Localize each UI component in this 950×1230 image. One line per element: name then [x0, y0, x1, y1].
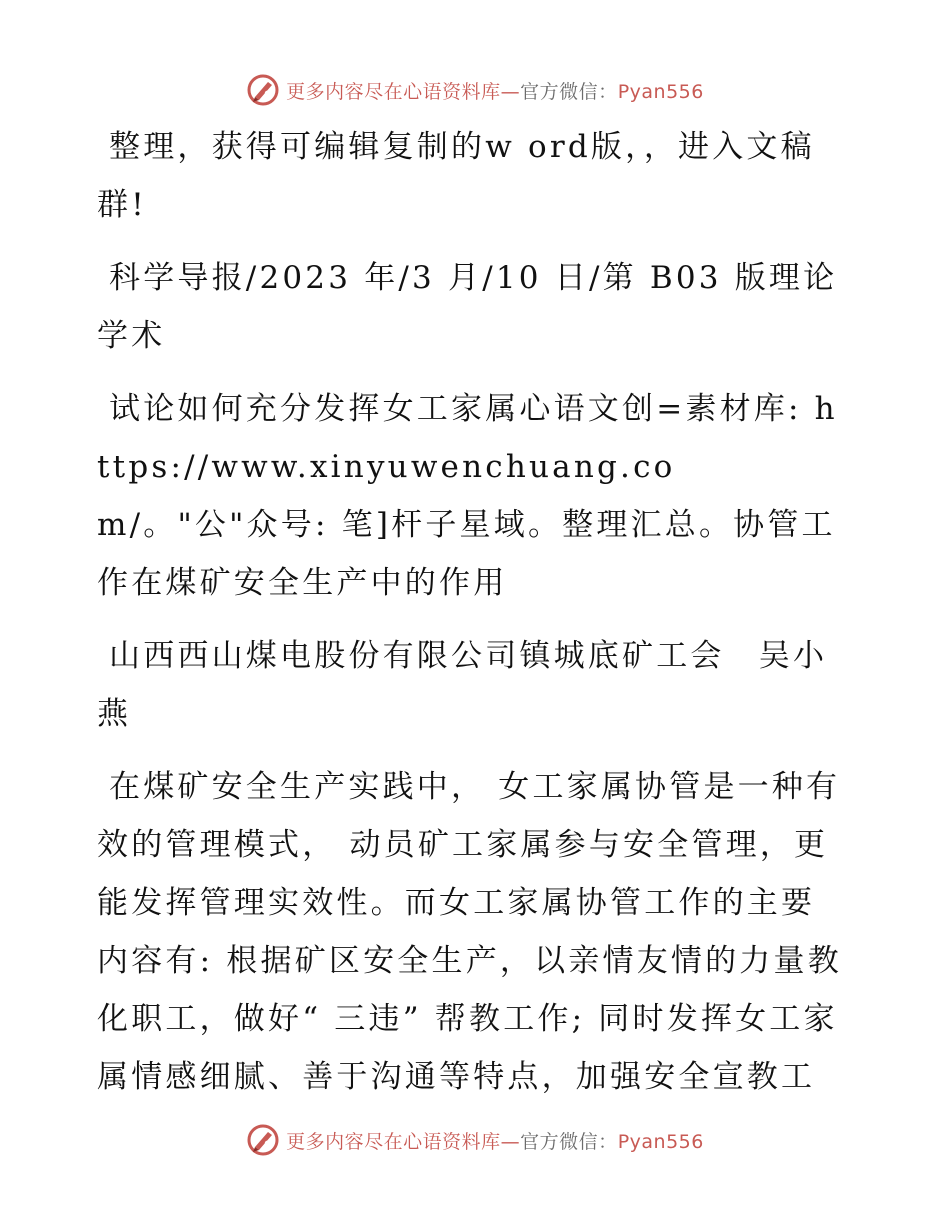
- watermark-wechat-id: Pyan556: [617, 1130, 704, 1153]
- paragraph-source: 科学导报/2023 年/3 月/10 日/第 B03 版理论学术: [97, 260, 838, 354]
- footer-watermark: [0, 1120, 950, 1160]
- paragraph-body: 在煤矿安全生产实践中， 女工家属协管是一种有效的管理模式， 动员矿工家属参与安全管理，更能发挥管理实效性。而女工家属协管工作的主要内容有: 根据矿区安全生产，以亲情友情的力量教化职工，做好“ 三违” 帮教工作; 同时发挥女工家属情感细腻、善于沟通等特点，加强安全宣教工: [97, 769, 842, 1095]
- watermark-slogan: 更多内容尽在心语资料库: [286, 1130, 501, 1153]
- document-body: [97, 118, 849, 1121]
- watermark-text: [286, 77, 704, 104]
- watermark-official-label: 官方微信：: [520, 80, 618, 103]
- watermark-text: [286, 1127, 704, 1154]
- watermark-wechat-id: Pyan556: [617, 80, 704, 103]
- watermark-dash: —: [500, 80, 521, 103]
- watermark-dash: —: [500, 1130, 521, 1153]
- paragraph-author: 山西西山煤电股份有限公司镇城底矿工会 吴小燕: [97, 638, 828, 732]
- pen-logo-icon: [246, 1123, 280, 1157]
- paragraph-title: 试论如何充分发挥女工家属心语文创=素材库: https://www.xinyuwenchuang.com/。"公"众号: 笔]杆子星域。整理汇总。协管工作在煤矿安全生产中的作用: [97, 391, 838, 601]
- header-watermark: [0, 70, 950, 110]
- pen-logo-icon: [246, 73, 280, 107]
- watermark-slogan: 更多内容尽在心语资料库: [286, 80, 501, 103]
- watermark-official-label: 官方微信：: [520, 1130, 618, 1153]
- paragraph-intro: 整理，获得可编辑复制的w ord版，，进入文稿群!: [97, 129, 815, 223]
